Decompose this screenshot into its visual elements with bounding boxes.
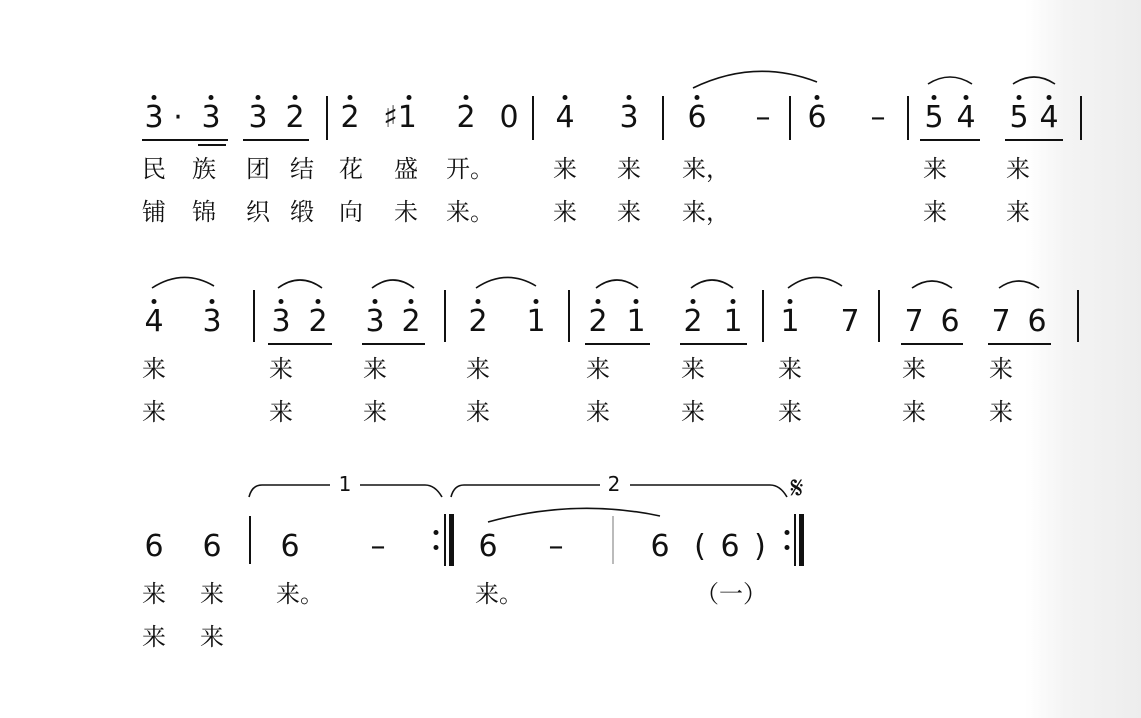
note: 4: [144, 304, 164, 339]
note: 4: [1039, 100, 1059, 135]
tie: [488, 508, 660, 522]
note: 7: [904, 304, 924, 339]
slur: [928, 77, 972, 84]
lyric: （一）: [695, 580, 767, 608]
note: 6: [650, 529, 670, 564]
dash-hold: –: [870, 100, 886, 135]
note: 6: [687, 100, 707, 135]
volta-1-label: 1: [338, 472, 352, 496]
volta-2-label: 2: [607, 472, 621, 496]
lyric: 结: [290, 155, 314, 183]
dot-augment: ·: [173, 100, 183, 135]
lyric: 来: [923, 155, 947, 183]
lyric: 来: [586, 398, 610, 426]
slur: [912, 281, 952, 288]
slur: [476, 277, 536, 288]
note: 2: [401, 304, 421, 339]
lyric: 来: [902, 355, 926, 383]
volta-1-bracket: [249, 485, 442, 497]
lyric: 来: [681, 355, 705, 383]
lyric: 来: [617, 155, 641, 183]
note: 7: [840, 304, 860, 339]
note: 6: [144, 529, 164, 564]
note: 2: [340, 100, 360, 135]
note: 3: [144, 100, 164, 135]
lyric: 来: [617, 198, 641, 226]
segno-icon: 𝄋: [790, 471, 804, 506]
slur: [1013, 77, 1055, 84]
lyric: 民: [142, 155, 166, 183]
lyric: 来: [363, 355, 387, 383]
note: 7: [991, 304, 1011, 339]
lyric: 来: [142, 398, 166, 426]
lyric: 铺: [142, 198, 166, 226]
slur: [788, 277, 842, 288]
note: 1: [780, 304, 800, 339]
lyric: 织: [246, 198, 270, 226]
lyric: 来: [269, 355, 293, 383]
note: 2: [308, 304, 328, 339]
paren-close: ): [754, 529, 766, 564]
lyric: 来: [466, 355, 490, 383]
lyric: 来: [142, 580, 166, 608]
slur: [596, 280, 638, 288]
note: 3: [201, 100, 221, 135]
lyric: 未: [394, 198, 418, 226]
slur: [278, 280, 322, 288]
note: 2: [285, 100, 305, 135]
lyric: 来: [142, 355, 166, 383]
note: 3: [248, 100, 268, 135]
lyric: 锦: [192, 198, 216, 226]
slur: [693, 71, 817, 88]
lyric: 来: [363, 398, 387, 426]
lyric: 来，: [682, 155, 730, 183]
lyric: 缎: [290, 198, 314, 226]
note: 4: [956, 100, 976, 135]
note: 5: [1009, 100, 1029, 135]
lyric: 来: [989, 398, 1013, 426]
note: 4: [555, 100, 575, 135]
lyric: 来: [200, 623, 224, 651]
lyric: 花: [339, 155, 363, 183]
lyric: 团: [246, 155, 270, 183]
dash-hold: –: [755, 100, 771, 135]
lyric: 来。: [446, 198, 494, 226]
lyric: 来: [923, 198, 947, 226]
slur: [691, 280, 733, 288]
lyric: 来: [553, 155, 577, 183]
slur: [372, 280, 414, 288]
slur: [999, 281, 1039, 288]
lyric: 来: [269, 398, 293, 426]
note: 1: [723, 304, 743, 339]
lyric: 族: [192, 155, 216, 183]
note: 6: [280, 529, 300, 564]
note: 6: [807, 100, 827, 135]
lyric: 来。: [475, 580, 523, 608]
note: 5: [924, 100, 944, 135]
note: 2: [588, 304, 608, 339]
paren-open: (: [694, 529, 706, 564]
note: 6: [940, 304, 960, 339]
dash-hold: –: [548, 529, 564, 564]
lyric: 来: [142, 623, 166, 651]
note: 6: [720, 529, 740, 564]
note: 6: [1027, 304, 1047, 339]
lyric: 来，: [682, 198, 730, 226]
note: 6: [478, 529, 498, 564]
dash-hold: –: [370, 529, 386, 564]
lyric: 来: [553, 198, 577, 226]
lyric: 来: [1006, 155, 1030, 183]
slur: [152, 277, 214, 288]
lyric: 来。: [276, 580, 324, 608]
note: 2: [456, 100, 476, 135]
note: 3: [202, 304, 222, 339]
lyric: 来: [466, 398, 490, 426]
note: 3: [619, 100, 639, 135]
lyric: 来: [902, 398, 926, 426]
note: 2: [468, 304, 488, 339]
lyric: 来: [200, 580, 224, 608]
lyric: 盛: [394, 155, 418, 183]
note-rest: 0: [499, 100, 519, 135]
lyric: 来: [586, 355, 610, 383]
note: 6: [202, 529, 222, 564]
lyric: 来: [681, 398, 705, 426]
note: 3: [271, 304, 291, 339]
volta-2-bracket: [451, 485, 787, 497]
note: 2: [683, 304, 703, 339]
note: 3: [365, 304, 385, 339]
lyric: 来: [778, 355, 802, 383]
lyric: 向: [339, 198, 363, 226]
lyric: 来: [989, 355, 1013, 383]
note-sharp: ♯1: [383, 100, 417, 135]
note: 1: [626, 304, 646, 339]
lyric: 开。: [446, 155, 494, 183]
lyric: 来: [1006, 198, 1030, 226]
lyric: 来: [778, 398, 802, 426]
note: 1: [526, 304, 546, 339]
